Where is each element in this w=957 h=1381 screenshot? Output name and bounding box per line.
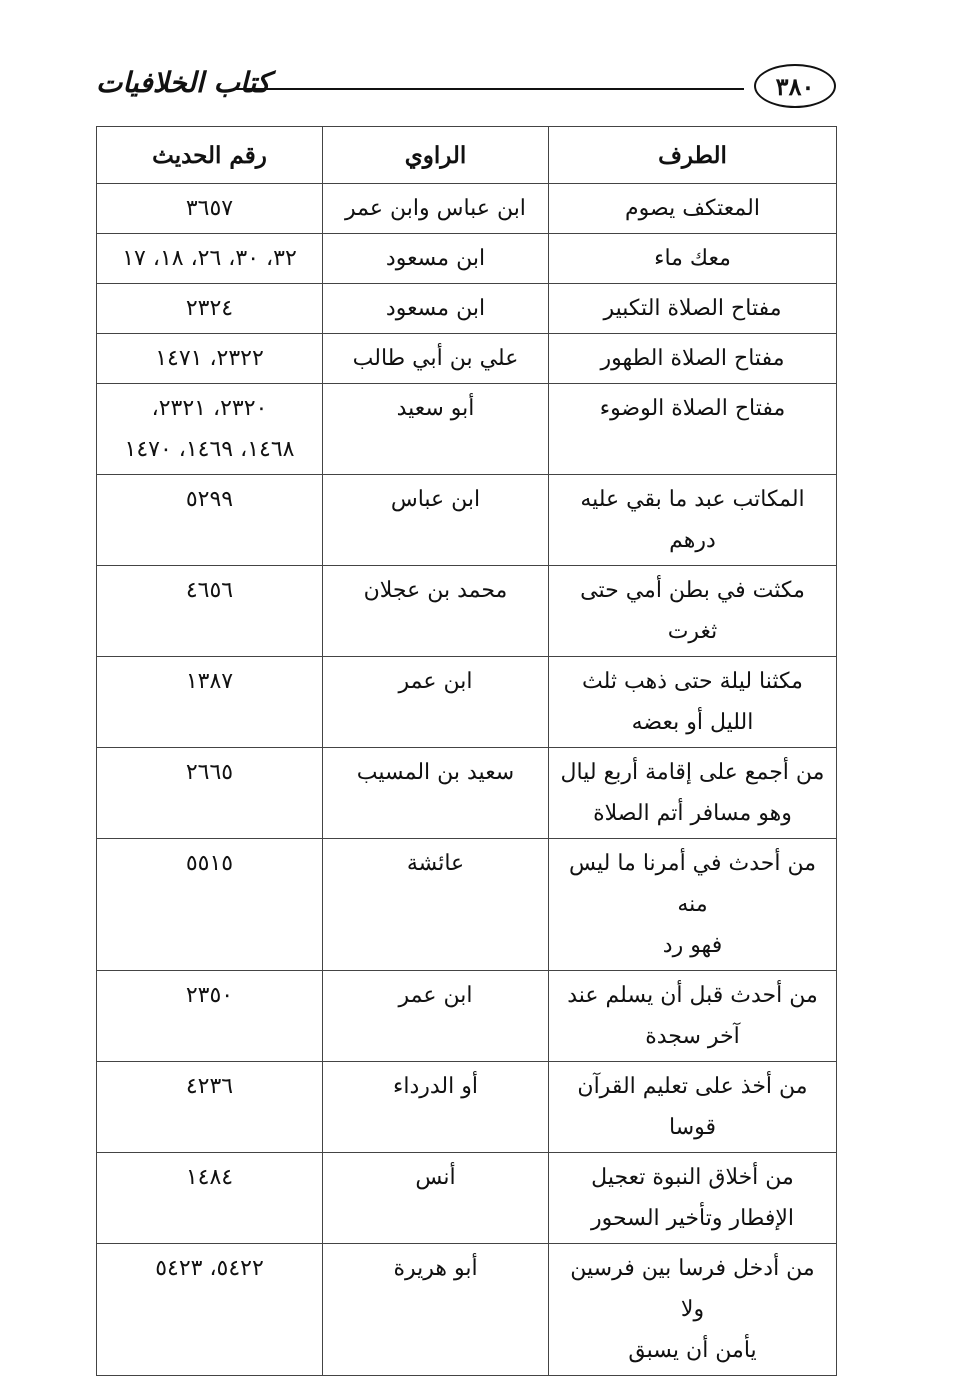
cell-hadith-number: ١٣٨٧	[97, 657, 323, 748]
cell-hadith-number: ٥٢٩٩	[97, 475, 323, 566]
cell-rawi: محمد بن عجلان	[323, 566, 549, 657]
cell-hadith-number: ٢٣٢٠، ٢٣٢١، ١٤٦٨، ١٤٦٩، ١٤٧٠	[97, 384, 323, 475]
table-row	[97, 384, 837, 475]
cell-rawi: عائشة	[323, 839, 549, 971]
tarf-line: فهو رد	[662, 933, 723, 958]
cell-tarf	[549, 475, 837, 566]
cell-tarf	[549, 1153, 837, 1244]
cell-tarf	[549, 839, 837, 971]
tarf-line: الإفطار وتأخير السحور	[591, 1206, 794, 1231]
cell-tarf	[549, 334, 837, 384]
tarf-line: مفتاح الصلاة التكبير	[603, 296, 782, 321]
tarf-line: مكثت في بطن أمي حتى ثغرت	[580, 578, 805, 644]
cell-hadith-number: ٣٢، ٣٠، ٢٦، ١٨، ١٧	[97, 234, 323, 284]
cell-tarf	[549, 748, 837, 839]
cell-tarf	[549, 1244, 837, 1376]
cell-hadith-number: ٢٣٢٢، ١٤٧١	[97, 334, 323, 384]
cell-hadith-number: ٢٦٦٥	[97, 748, 323, 839]
cell-tarf	[549, 566, 837, 657]
table-row	[97, 971, 837, 1062]
cell-rawi: ابن عباس وابن عمر	[323, 184, 549, 234]
tarf-line: من أخذ على تعليم القرآن قوسا	[577, 1074, 808, 1140]
tarf-line: مكثنا ليلة حتى ذهب ثلث	[582, 669, 803, 694]
page-header	[96, 62, 836, 116]
tarf-line: مفتاح الصلاة الطهور	[600, 346, 785, 371]
cell-tarf	[549, 284, 837, 334]
tarf-line: آخر سجدة	[645, 1024, 740, 1049]
cell-rawi: ابن مسعود	[323, 234, 549, 284]
cell-hadith-number: ٤٦٥٦	[97, 566, 323, 657]
cell-rawi: أو الدرداء	[323, 1062, 549, 1153]
tarf-line: من أحدث قبل أن يسلم عند	[567, 983, 818, 1008]
tarf-line: مفتاح الصلاة الوضوء	[599, 396, 786, 421]
tarf-line: من أخلاق النبوة تعجيل	[591, 1165, 794, 1190]
cell-tarf	[549, 184, 837, 234]
cell-rawi: أنس	[323, 1153, 549, 1244]
header-tarf: الطرف	[549, 127, 837, 184]
table-row	[97, 566, 837, 657]
cell-hadith-number: ٢٣٢٤	[97, 284, 323, 334]
table-row	[97, 1244, 837, 1376]
tarf-line: من أدخل فرسا بين فرسين ولا	[570, 1256, 815, 1322]
cell-hadith-number: ٤٢٣٦	[97, 1062, 323, 1153]
tarf-line: وهو مسافر أتم الصلاة	[593, 801, 792, 826]
cell-hadith-number: ٢٣٥٠	[97, 971, 323, 1062]
cell-rawi: ابن عباس	[323, 475, 549, 566]
cell-rawi: ابن عمر	[323, 657, 549, 748]
table-body	[97, 184, 837, 1376]
cell-tarf	[549, 234, 837, 284]
cell-rawi: سعيد بن المسيب	[323, 748, 549, 839]
table-header-row	[97, 127, 837, 184]
table-row	[97, 475, 837, 566]
cell-tarf	[549, 1062, 837, 1153]
tarf-line: معك ماء	[654, 246, 731, 271]
cell-hadith-number: ٣٦٥٧	[97, 184, 323, 234]
page-number: ٣٨٠	[754, 64, 836, 108]
cell-hadith-number: ٥٤٢٢، ٥٤٢٣	[97, 1244, 323, 1376]
cell-rawi: أبو سعيد	[323, 384, 549, 475]
table-row	[97, 284, 837, 334]
cell-rawi: علي بن أبي طالب	[323, 334, 549, 384]
cell-hadith-number: ١٤٨٤	[97, 1153, 323, 1244]
tarf-line: المكاتب عبد ما بقي عليه درهم	[580, 487, 805, 553]
table-row	[97, 748, 837, 839]
cell-tarf	[549, 384, 837, 475]
table-row	[97, 1062, 837, 1153]
book-title: كتاب الخلافيات	[96, 66, 271, 99]
cell-rawi: ابن عمر	[323, 971, 549, 1062]
hadith-index-table	[96, 126, 837, 1376]
header-rawi: الراوي	[323, 127, 549, 184]
cell-tarf	[549, 971, 837, 1062]
table-row	[97, 234, 837, 284]
table-row	[97, 839, 837, 971]
tarf-line: من أجمع على إقامة أربع ليال	[560, 760, 825, 785]
table-row	[97, 1153, 837, 1244]
table-row	[97, 334, 837, 384]
table-row	[97, 657, 837, 748]
cell-rawi: ابن مسعود	[323, 284, 549, 334]
tarf-line: الليل أو بعضه	[631, 710, 754, 735]
table-row	[97, 184, 837, 234]
header-hadith-number: رقم الحديث	[97, 127, 323, 184]
header-rule	[236, 88, 744, 90]
cell-rawi: أبو هريرة	[323, 1244, 549, 1376]
tarf-line: من أحدث في أمرنا ما ليس منه	[568, 851, 817, 917]
cell-tarf	[549, 657, 837, 748]
tarf-line: يأمن أن يسبق	[628, 1338, 757, 1363]
tarf-line: المعتكف يصوم	[625, 196, 760, 221]
cell-hadith-number: ٥٥١٥	[97, 839, 323, 971]
